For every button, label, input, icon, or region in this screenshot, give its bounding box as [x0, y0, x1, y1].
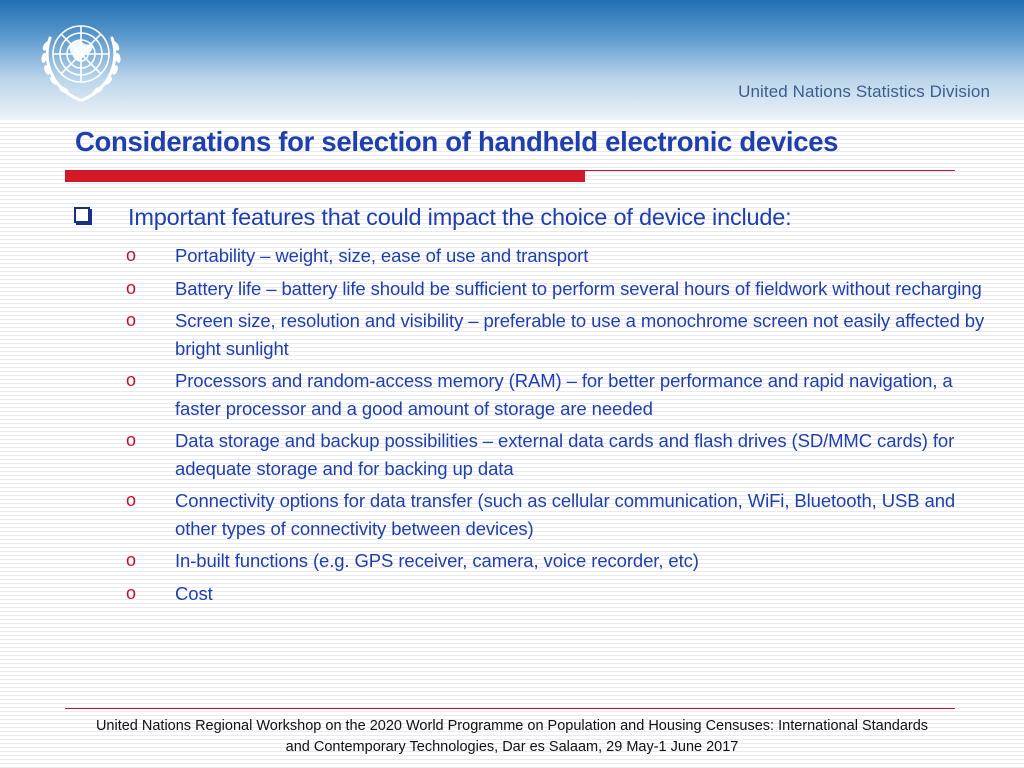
bullet-o-icon: o	[126, 550, 136, 570]
organization-name: United Nations Statistics Division	[738, 82, 990, 101]
list-item-text: Data storage and backup possibilities – external data cards and flash drives (SD/MMC cards) for adequate storage and for backing up data	[175, 430, 955, 479]
list-item-text: Portability – weight, size, ease of use and transport	[175, 245, 589, 266]
list-item-text: Cost	[175, 582, 213, 604]
list-item-text: Processors and random-access memory (RAM) – for better performance and rapid navigation, a faster processor and a good amount of storage are needed	[175, 370, 953, 419]
checkbox-bullet-icon	[74, 207, 90, 223]
list-item-text: In-built functions (e.g. GPS receiver, camera, voice recorder, etc)	[175, 550, 699, 571]
list-item	[0, 427, 995, 482]
bullet-o-icon: o	[126, 430, 136, 450]
list-item-text: Screen size, resolution and visibility – preferable to use a monochrome screen not easily affected by bright sunlight	[175, 310, 985, 359]
list-item	[0, 307, 995, 362]
list-item	[0, 367, 995, 422]
feature-list	[0, 242, 1024, 612]
slide-title: Considerations for selection of handheld electronic devices	[75, 126, 839, 157]
footer-line-2: and Contemporary Technologies, Dar es Salaam, 29 May-1 June 2017	[285, 739, 739, 755]
list-item	[0, 242, 995, 270]
list-item	[0, 580, 995, 608]
header-band	[0, 0, 1024, 120]
footer-divider	[65, 708, 955, 709]
bullet-o-icon: o	[126, 490, 136, 510]
un-emblem-icon	[30, 8, 132, 110]
list-item	[0, 487, 995, 542]
list-item-text: Battery life – battery life should be sufficient to perform several hours of fieldwork without recharging	[175, 277, 982, 299]
bullet-o-icon: o	[126, 277, 136, 298]
footer-line-1: United Nations Regional Workshop on the 2020 World Programme on Population and Housing Censuses: International Standards	[95, 718, 929, 734]
footer	[40, 716, 984, 758]
bullet-o-icon: o	[126, 582, 136, 603]
bullet-o-icon: o	[126, 245, 136, 265]
bullet-o-icon: o	[126, 310, 136, 330]
list-item-text: Connectivity options for data transfer (such as cellular communication, WiFi, Bluetooth, USB and other types of connectivity between devices)	[175, 490, 956, 539]
list-item	[0, 547, 995, 575]
list-item	[0, 275, 995, 303]
main-point: Important features that could impact the choice of device include:	[128, 204, 792, 230]
bullet-o-icon: o	[126, 370, 136, 390]
title-divider-thick	[65, 171, 585, 182]
